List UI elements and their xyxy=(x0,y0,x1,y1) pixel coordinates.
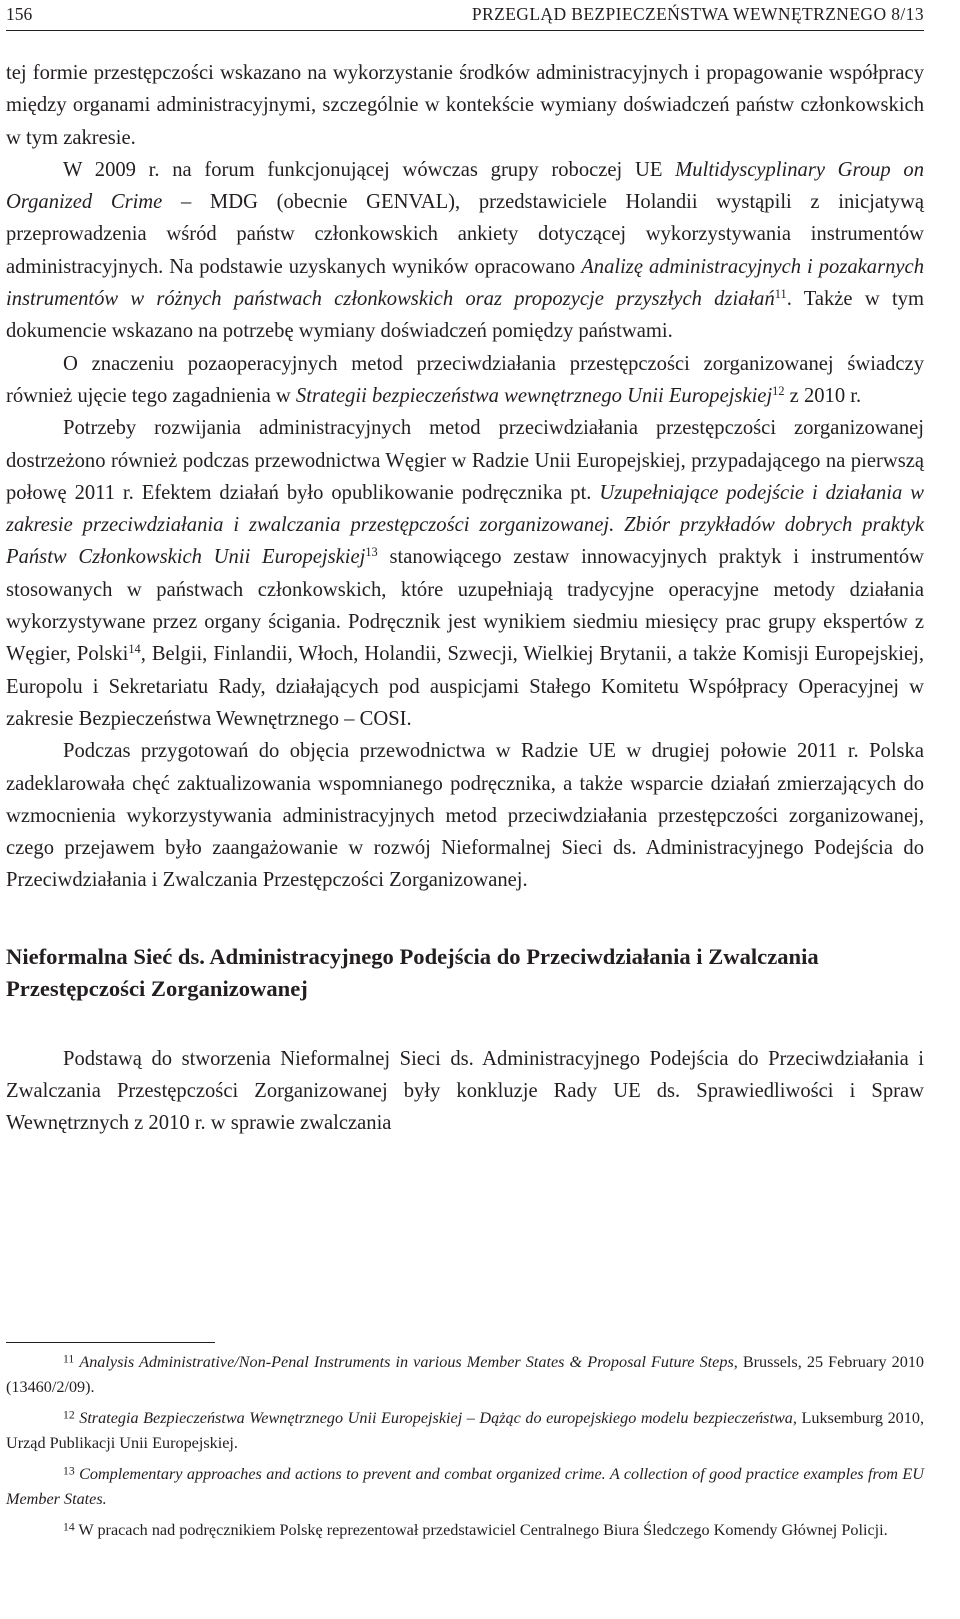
footnote-italic: Analysis Administrative/Non-Penal Instruments in various Member States & Proposal Future Steps xyxy=(79,1353,734,1371)
footnote-number: 13 xyxy=(63,1464,75,1478)
paragraph-text: Podczas przygotowań do objęcia przewodnictwa w Radzie UE w drugiej połowie 2011 r. Polska zadeklarowała chęć zaktualizowania wspomnianego podręcznika, a także wsparcie działań zmierzających do wzmocnienia wykorzystywania administracyjnych metod przeciwdziałania przestępczości zorganizowanej, czego przejawem było zaangażowanie w rozwój Nieformalnej Sieci ds. Administracyjnego Podejścia do Przeciwdziałania i Zwalczania Przestępczości Zorganizowanej. xyxy=(6,740,924,892)
footnote-number: 11 xyxy=(63,1352,75,1366)
footnote-text: Luksemburg 2010, Urząd Publikacji Unii Europejskiej. xyxy=(6,1409,924,1452)
paragraph-text: Potrzeby rozwijania administracyjnych metod przeciwdziałania przestępczości zorganizowanej dostrzeżono również podczas przewodnictwa Węgier w Radzie Unii Europejskiej, przypadającego na pierwszą połowę 2011 r. Efektem działań było opublikowanie podręcznika pt. xyxy=(6,417,924,504)
footnote xyxy=(6,1518,924,1543)
paragraph-text: O znaczeniu pozaoperacyjnych metod przeciwdziałania przestępczości zorganizowanej świadczy również ujęcie tego zagadnienia w xyxy=(6,352,924,407)
paragraph-text: W 2009 r. na forum funkcjonującej wówczas grupy roboczej UE xyxy=(63,158,676,181)
footnote-divider xyxy=(6,1342,215,1343)
body-text xyxy=(6,57,924,897)
section-body xyxy=(6,1043,924,1140)
footnote-ref: 13 xyxy=(365,545,378,560)
paragraph xyxy=(6,154,924,348)
paragraph xyxy=(6,412,924,735)
footnote xyxy=(6,1350,924,1400)
italic-title: Uzupełniające podejście i działania w zakresie przeciwdziałania i zwalczania przestępczości zorganizowanej. Zbiór przykładów dobrych praktyk Państw Członkowskich Unii Europejskiej xyxy=(6,481,924,569)
paragraph-text: , Belgii, Finlandii, Włoch, Holandii, Szwecji, Wielkiej Brytanii, a także Komisji Europejskiej, Europolu i Sekretariatu Rady, działających pod auspicjami Stałego Komitetu Współpracy Operacyjnej w zakresie Bezpieczeństwa Wewnętrznego – COSI. xyxy=(6,643,924,730)
footnote-number: 12 xyxy=(63,1408,75,1422)
page-number: 156 xyxy=(6,4,33,24)
italic-title: Multidyscyplinary Group on Organized Crime xyxy=(6,158,924,214)
footnote xyxy=(6,1406,924,1456)
footnote-italic: Strategia Bezpieczeństwa Wewnętrznego Unii Europejskiej – Dążąc do europejskiego modelu bezpieczeństwa, xyxy=(79,1409,797,1427)
paragraph xyxy=(6,348,924,413)
footnote xyxy=(6,1462,924,1512)
footnote-ref: 11 xyxy=(774,287,787,302)
paragraph-text: stanowiącego zestaw innowacyjnych praktyk i instrumentów stosowanych w państwach członkowskich, które uzupełniają tradycyjne operacyjne metody działania wykorzystywane przez organy ścigania. Podręcznik jest wynikiem siedmiu miesięcy prac grupy ekspertów z Węgier, Polski xyxy=(6,546,925,666)
footnote-italic: Complementary approaches and actions to prevent and combat organized crime. A collection of good practice examples from EU Member States. xyxy=(6,1465,924,1508)
paragraph xyxy=(6,735,924,896)
paragraph-text: tej formie przestępczości wskazano na wykorzystanie środków administracyjnych i propagowanie współpracy między organami administracyjnymi, szczególnie w kontekście wymiany doświadczeń państw członkowskich w tym zakresie. xyxy=(6,62,924,149)
section-heading: Nieformalna Sieć ds. Administracyjnego Podejścia do Przeciwdziałania i Zwalczania Przestępczości Zorganizowanej xyxy=(6,943,819,1001)
footnote-text: W pracach nad podręcznikiem Polskę reprezentował przedstawiciel Centralnego Biura Śledczego Komendy Głównej Policji. xyxy=(78,1521,888,1539)
italic-title: Analizę administracyjnych i pozakarnych instrumentów w różnych państwach członkowskich oraz propozycje przyszłych działań xyxy=(6,255,924,311)
paragraph xyxy=(6,57,924,154)
paragraph-text: – MDG (obecnie GENVAL), przedstawiciele Holandii wystąpili z inicjatywą przeprowadzenia wśród państw członkowskich ankiety dotyczącej wykorzystywania instrumentów administracyjnych. Na podstawie uzyskanych wyników opracowano xyxy=(6,191,924,278)
italic-title: Strategii bezpieczeństwa wewnętrznego Unii Europejskiej xyxy=(295,384,773,407)
paragraph-text: z 2010 r. xyxy=(784,384,862,407)
footnotes xyxy=(6,1350,924,1549)
footnote-text: , Brussels, 25 February 2010 (13460/2/09). xyxy=(6,1353,925,1396)
document-page xyxy=(6,0,925,1539)
footnote-ref: 14 xyxy=(128,642,141,657)
paragraph-text: . Także w tym dokumencie wskazano na potrzebę wymiany doświadczeń pomiędzy państwami. xyxy=(6,288,924,343)
running-header xyxy=(6,0,924,31)
journal-title: PRZEGLĄD BEZPIECZEŃSTWA WEWNĘTRZNEGO 8/13 xyxy=(471,4,924,24)
footnote-ref: 12 xyxy=(772,384,785,399)
paragraph xyxy=(6,1043,924,1140)
footnote-number: 14 xyxy=(63,1520,75,1534)
paragraph-text: Podstawą do stworzenia Nieformalnej Sieci ds. Administracyjnego Podejścia do Przeciwdziałania i Zwalczania Przestępczości Zorganizowanej były konkluzje Rady UE ds. Sprawiedliwości i Spraw Wewnętrznych z 2010 r. w sprawie zwalczania xyxy=(6,1047,924,1135)
